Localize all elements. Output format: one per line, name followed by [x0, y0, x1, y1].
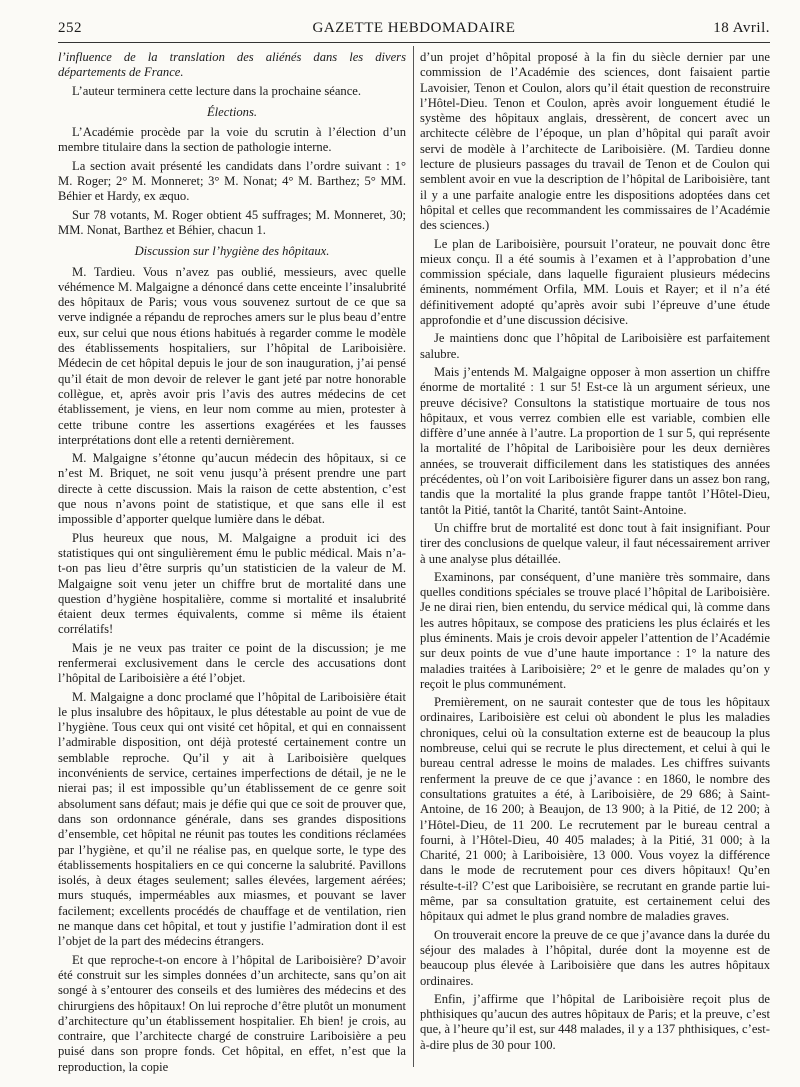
paragraph: d’un projet d’hôpital proposé à la fin du siècle dernier par une commission de l’Académie des sciences, dont faisaient partie Lavoisier, Tenon et Coulon, alors qu’il était question de reconstruire l’Hôtel-Dieu. Tenon et Coulon, après avoir longuement étudié le système des hôpitaux anglais, dressèrent, de concert avec un architecte célèbre de l’époque, un plan d’hôpital qui paraît avoir servi de modèle à l’architecte de Lariboisière. (M. Tardieu donne lecture de plusieurs passages du travail de Tenon et de Coulon qui semblent avoir en vue la description de l’hôpital de Lariboisière, tant il y a une parfaite analogie entre les dispositions adoptées dans cet hôpital et celles que recommandent les commissaires de l’Académie des sciences.): [420, 50, 770, 233]
paragraph: On trouverait encore la preuve de ce que j’avance dans la durée du séjour des malades à l’hôpital, durée dont la moyenne est de beaucoup plus élevée à Lariboisière que dans les autres hôpitaux ordinaires.: [420, 927, 770, 988]
paragraph: Examinons, par conséquent, d’une manière très sommaire, dans quelles conditions spéciales se trouve placé l’hôpital de Lariboisière. Je ne dirai rien, bien entendu, du service médical qui, là comme dans les autres hôpitaux, se compose des praticiens les plus éclairés et les plus éminents. Mais je crois devoir appeler l’attention de l’Académie sur deux points de vue d’une haute importance : 1° la nature des maladies traitées à Lariboisière; 2° et le genre de malades qu’on y reçoit le plus communément.: [420, 569, 770, 691]
paragraph: Et que reproche-t-on encore à l’hôpital de Lariboisière? D’avoir été construit sur les simples données d’un architecte, sans qu’on ait songé à s’entourer des conseils et des lumières des médecins et des chirurgiens des hôpitaux! On lui reproche d’être plutôt un monument d’architecture qu’un établissement hospitalier. Eh bien! je crois, au contraire, que l’architecte chargé de construire Lariboisière a peu puisé dans son propre fonds. Cet hôpital, en effet, n’est que la reproduction, la copie: [58, 952, 406, 1074]
paragraph: Mais j’entends M. Malgaigne opposer à mon assertion un chiffre énorme de mortalité : 1 sur 5! Est-ce là un argument sérieux, une preuve décisive? Consultons la statistique mortuaire de tous nos hôpitaux, et vous verrez combien elle est variable, combien elle diffère d’une année à l’autre. La proportion de 1 sur 5, qui représente la mortalité de l’hôpital de Lariboisière pour les deux dernières années, se trouverait difficilement dans les statistiques des années précédentes, où l’on voit Lariboisière figurer dans un assez bon rang, tandis que la mortalité la plus grande frappe tantôt l’Hôtel-Dieu, tantôt la Pitié, tantôt la Charité, tantôt Saint-Antoine.: [420, 364, 770, 517]
column-divider: [413, 46, 414, 1067]
header-rule: [58, 42, 770, 43]
paragraph: Enfin, j’affirme que l’hôpital de Lariboisière reçoit plus de phthisiques qu’aucun des autres hôpitaux de Paris; et la preuve, c’est que, à l’heure qu’il est, sur 448 malades, il y a 137 phthisiques, c’est-à-dire plus de 30 pour 100.: [420, 991, 770, 1052]
paragraph: M. Malgaigne s’étonne qu’aucun médecin des hôpitaux, si ce n’est M. Briquet, ne soit venu jusqu’à présent prendre une part directe à cette discussion. Mais la raison de cette abstention, c’est que nous n’avons point de statistique, et que sans elle il est impossible d’apporter quelque lumière dans le débat.: [58, 451, 406, 527]
journal-title: GAZETTE HEBDOMADAIRE: [312, 20, 516, 36]
paragraph: Plus heureux que nous, M. Malgaigne a produit ici des statistiques qui ont singulièrement ému le public médical. Mais n’a-t-on pas lieu d’être surpris qu’un statisticien de la valeur de M. Malgaigne soit venu jeter un chiffre brut de mortalité dans une question d’hygiène hospitalière, comme si mortalité et insalubrité étaient deux termes équivalents, comme si même ils étaient corrélatifs!: [58, 530, 406, 637]
paragraph: l’influence de la translation des aliénés dans les divers départements de France.: [58, 50, 406, 80]
paragraph: Un chiffre brut de mortalité est donc tout à fait insignifiant. Pour tirer des conclusions de quelque valeur, il faut nécessairement arriver à une analyse plus détaillée.: [420, 520, 770, 566]
paragraph: L’Académie procède par la voie du scrutin à l’élection d’un membre titulaire dans la section de pathologie interne.: [58, 125, 406, 155]
paragraph: La section avait présenté les candidats dans l’ordre suivant : 1° M. Roger; 2° M. Monneret; 3° M. Nonat; 4° M. Barthez; 5° MM. Béhier et Hardy, ex æquo.: [58, 158, 406, 204]
paragraph: Mais je ne veux pas traiter ce point de la discussion; je me renfermerai exclusivement dans le cercle des accusations dont l’hôpital de Lariboisière a été l’objet.: [58, 640, 406, 686]
paragraph: Je maintiens donc que l’hôpital de Lariboisière est parfaitement salubre.: [420, 331, 770, 361]
paragraph: M. Malgaigne a donc proclamé que l’hôpital de Lariboisière était le plus insalubre des hôpitaux, le plus détestable au point de vue de l’hygiène. Tous ceux qui ont visité cet hôpital, et qui en connaissent l’admirable disposition, ont déjà protesté certainement contre un semblable reproche. Qu’il y ait à Lariboisière quelques inconvénients de service, certaines imperfections de détail, je ne le nierai pas; il est impossible qu’un établissement de ce genre soit absolument sans défaut; mais je défie qui que ce soit de prouver que, dans son ordonnance générale, dans ses grandes dispositions d’ensemble, cet hôpital ne réunit pas toutes les conditions réclamées par l’hygiène, et qu’il ne réalise pas, en quelque sorte, le type des établissements hospitaliers en ce qui concerne la salubrité. Pavillons isolés, à deux étages seulement; salles élevées, largement aérées; murs stuqués, imperméables aux miasmes, et pouvant se laver facilement; excellents procédés de chauffage et de ventilation, rien ne manque dans cet hôpital, et tout y justifie l’admiration dont il est l’objet de la part des médecins étrangers.: [58, 689, 406, 949]
page-header: [58, 20, 770, 40]
paragraph: L’auteur terminera cette lecture dans la prochaine séance.: [72, 83, 362, 98]
left-column: [58, 50, 406, 1074]
issue-date: 18 Avril.: [713, 20, 770, 36]
page-number: 252: [58, 20, 82, 36]
paragraph: Sur 78 votants, M. Roger obtient 45 suffrages; M. Monneret, 30; MM. Nonat, Barthez et Béhier, chacun 1.: [58, 207, 406, 237]
section-heading-elections: Élections.: [206, 104, 257, 119]
paragraph: Premièrement, on ne saurait contester que de tous les hôpitaux ordinaires, Lariboisière est celui où abondent le plus les maladies chroniques, celui où la consultation externe est de beaucoup la plus nombreuse, celui qui se recrute le plus directement, et celui à qui le bureau central adresse le moins de malades. Les chiffres suivants renferment la preuve de ce que j’avance : en 1860, le nombre des consultations gratuites a été, à Lariboisière, de 29 686; à Saint-Antoine, de 16 200; à Beaujon, de 13 900; à la Pitié, de 12 200; à l’Hôtel-Dieu, de 11 200. Le recrutement par le bureau central a fourni, à l’Hôtel-Dieu, 40 405 malades; à la Pitié, 31 000; à la Charité, 21 000; à Lariboisière, 13 000. Vous voyez la différence dans le mode de recrutement pour ces divers hôpitaux! Qu’en résulte-t-il? C’est que Lariboisière, se recrutant en grande partie lui-même, par sa consultation gratuite, est certainement celui des hôpitaux qui admet le plus grand nombre de maladies graves.: [420, 695, 770, 924]
paragraph: M. Tardieu. Vous n’avez pas oublié, messieurs, avec quelle véhémence M. Malgaigne a dénoncé dans cette enceinte l’insalubrité des hôpitaux de Paris; vous vous souvenez surtout de ce que sa verve indignée a répandu de reproches amers sur le plus beau d’entre eux, sur celui que nous étions habitués à regarder comme le modèle des établissements hospitaliers, sur l’hôpital de Lariboisière. Médecin de cet hôpital depuis le jour de son inauguration, j’ai pensé qu’il était de mon devoir de relever le gant jeté par notre honorable collègue, et, après avoir pris l’avis des autres médecins de cet établissement, je viens, en leur nom comme au mien, protester à cette tribune contre les assertions exagérées et les fausses interprétations dont elle a retenti dernièrement.: [58, 264, 406, 447]
right-column: [420, 50, 770, 1065]
section-heading-discussion: Discussion sur l’hygiène des hôpitaux.: [134, 244, 330, 259]
paragraph: Le plan de Lariboisière, poursuit l’orateur, ne pouvait donc être mieux conçu. Il a été soumis à l’examen et à l’approbation d’une commission spéciale, dans laquelle figuraient plusieurs médecins éminents, nommément Orfila, MM. Louis et Rayer; et il n’a été définitivement adopté qu’après avoir subi l’épreuve d’une étude approfondie et d’une discussion décisive.: [420, 236, 770, 328]
